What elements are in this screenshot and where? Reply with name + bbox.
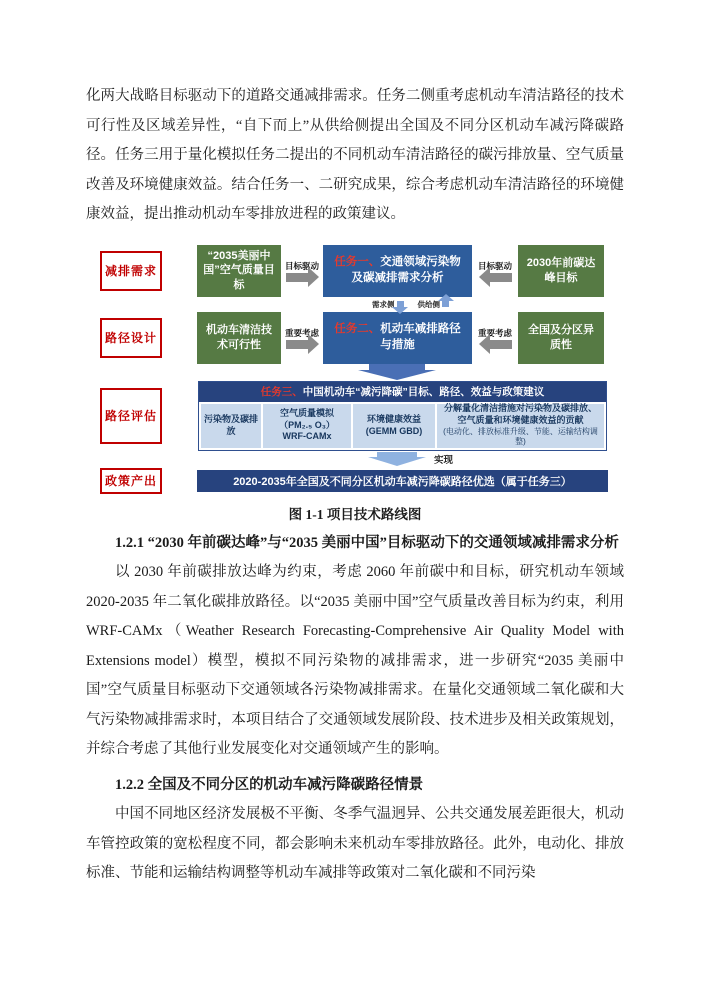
- cell-line: 空气质量模拟: [279, 407, 334, 418]
- cell-pollutant-carbon: 污染物及碳排放: [201, 404, 261, 448]
- stage-label-design: 路径设计: [100, 318, 162, 358]
- goal-box-beautiful-china: “2035美丽中国”空气质量目标: [197, 245, 281, 297]
- cell-line: （PM₂.₅ O₃）: [279, 419, 335, 430]
- cell-line: 分解量化清洁措施对污染物及碳排放、: [443, 403, 597, 414]
- task3-header: [199, 382, 606, 402]
- task2-text: [329, 322, 466, 353]
- stage-label-evaluation: 路径评估: [100, 388, 162, 444]
- supply-side-group: [418, 299, 450, 310]
- realize-label: 实现: [434, 454, 454, 466]
- figure-row-design: [86, 312, 624, 364]
- arrow-cell-consider-left: [281, 327, 323, 349]
- stage-label-demand: 减排需求: [100, 251, 162, 291]
- cell-line: (GEMM GBD): [365, 425, 423, 436]
- figure-row-evaluation: [86, 381, 624, 451]
- arrow-label: 目标驱动: [477, 260, 512, 271]
- stage-label-policy: 政策产出: [100, 468, 162, 494]
- cell-air-quality-model: [263, 404, 351, 448]
- cell-line: WRF-CAMx: [282, 431, 332, 442]
- realize-arrow-row: [86, 451, 624, 467]
- task1-text: [329, 255, 466, 286]
- figure-row-demand: [86, 245, 624, 297]
- cell-health-benefit: [353, 404, 435, 448]
- task3-body: [199, 402, 606, 450]
- task2-body: 机动车减排路径与措施: [380, 322, 461, 351]
- task3-prefix: 任务三、: [260, 385, 303, 398]
- big-arrow-down-icon: [369, 364, 425, 370]
- arrow-label: 目标驱动: [284, 260, 319, 271]
- policy-output-bar: 2020-2035年全国及不同分区机动车减污降碳路径优选（属于任务三）: [197, 470, 608, 492]
- paragraph-intro: 化两大战略目标驱动下的道路交通减排需求。任务二侧重考虑机动车清洁路径的技术可行性及区域差异性，“自下而上”从供给侧提出全国及不同分区机动车减污降碳路径。任务三用于量化模拟任务二提出的不同机动车清洁路径的碳污排放量、空气质量改善及环境健康效益。结合任务一、二研究成果，综合考虑机动车清洁路径的环境健康效益，提出推动机动车零排放进程的政策建议。: [86, 88, 624, 222]
- small-arrow-up-icon: [442, 301, 449, 307]
- small-arrow-down-icon: [397, 301, 404, 307]
- figure-caption: 图 1-1 项目技术路线图: [288, 506, 422, 522]
- technical-roadmap-figure: [86, 245, 624, 523]
- arrow-cell-goal-drive-right: [472, 260, 518, 282]
- task2-prefix: 任务二、: [334, 322, 381, 335]
- block-arrow-left-icon: [490, 273, 512, 282]
- cell-decomposition: [437, 404, 604, 448]
- arrow-label: 重要考虑: [477, 327, 512, 338]
- cell-line: 空气质量和环境健康效益的贡献: [457, 415, 584, 426]
- cell-line-small: (电动化、排放标准升级、节能、运输结构调整): [443, 426, 598, 447]
- input-box-clean-tech: 机动车清洁技术可行性: [197, 312, 281, 364]
- big-arrow-row: [86, 364, 624, 381]
- paragraph-1-2-2: 中国不同地区经济发展极不平衡、冬季气温迥异、公共交通发展差距很大，机动车管控政策的宽松程度不同，都会影响未来机动车零排放路径。此外，电动化、排放标准、节能和运输结构调整等机动车减排等政策对二氧化碳和不同污染: [86, 806, 624, 881]
- supply-side-label: 供给侧: [417, 299, 440, 309]
- realize-arrow-down-icon: [377, 452, 417, 457]
- goal-box-carbon-peak: 2030年前碳达峰目标: [518, 245, 604, 297]
- arrow-cell-consider-right: [472, 327, 518, 349]
- link-arrows-row: [336, 297, 485, 312]
- block-arrow-right-icon: [286, 340, 308, 349]
- demand-side-label: 需求侧: [372, 299, 395, 309]
- paragraph-1-2-1: 以 2030 年前碳排放达峰为约束，考虑 2060 年前碳中和目标，研究机动车领域 2020-2035 年二氧化碳排放路径。以“2035 美丽中国”空气质量改善目标为约束，利用 WRF-CAMx（Weather Research Forecasting-Comprehensive Air Quality Model with Extensions model）模型，模拟不同污染物的减排需求，进一步研究“2035 美丽中国”空气质量目标驱动下交通领域各污染物减排需求。在量化交通领域二氧化碳和大气污染物减排需求时，本项目结合了交通领域发展阶段、技术进步及相关政策规划，并综合考虑了其他行业发展变化对交通领域产生的影响。: [86, 564, 624, 757]
- input-box-heterogeneity: 全国及分区异质性: [518, 312, 604, 364]
- block-arrow-left-icon: [490, 340, 512, 349]
- task3-container: [198, 381, 607, 451]
- task3-header-text: 中国机动车“减污降碳”目标、路径、效益与政策建议: [302, 385, 545, 398]
- task1-box: [323, 245, 472, 297]
- heading-1-2-1: 1.2.1 “2030 年前碳达峰”与“2035 美丽中国”目标驱动下的交通领域减排需求分析: [115, 534, 619, 551]
- block-arrow-right-icon: [286, 273, 308, 282]
- task2-box: [323, 312, 472, 364]
- heading-1-2-2: 1.2.2 全国及不同分区的机动车减污降碳路径情景: [115, 776, 424, 793]
- figure-row-policy: [86, 468, 624, 494]
- task1-body: 交通领域污染物及碳减排需求分析: [351, 255, 461, 284]
- demand-side-group: [372, 299, 404, 310]
- task1-prefix: 任务一、: [334, 255, 381, 268]
- arrow-label: 重要考虑: [284, 327, 319, 338]
- arrow-cell-goal-drive-left: [281, 260, 323, 282]
- cell-line: 环境健康效益: [366, 413, 421, 424]
